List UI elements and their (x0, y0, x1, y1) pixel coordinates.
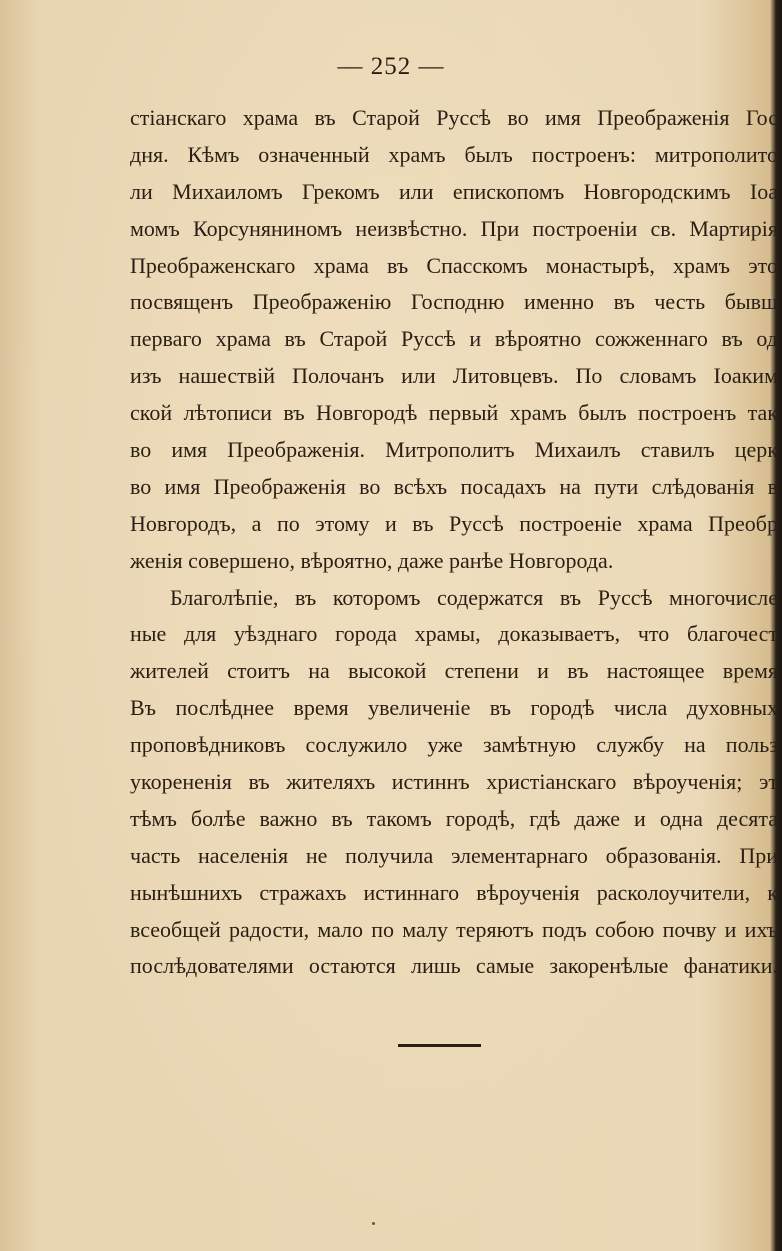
text-line: женія совершено, вѣроятно, даже ранѣе Новгорода. (130, 547, 614, 573)
text-line: посвященъ Преображенію Господню именно въ честь бывш (130, 289, 778, 315)
text-line: ской лѣтописи въ Новгородѣ первый храмъ былъ построенъ так (130, 400, 778, 426)
text-line: Въ послѣднее время увеличеніе въ городѣ числа духовных (130, 695, 778, 721)
text-line: нынѣшнихъ стражахъ истиннаго вѣроученія расколоучители, к (130, 879, 778, 905)
section-end-rule (398, 1044, 481, 1047)
text-line: тѣмъ болѣе важно въ такомъ городѣ, гдѣ даже и одна десята (130, 805, 778, 831)
paragraph-start-line: Благолѣпіе, въ которомъ содержатся въ Руссѣ многочисле (170, 584, 778, 610)
text-line: Преображенскаго храма въ Спасскомъ монастырѣ, храмъ это (130, 252, 778, 278)
text-line: ные для уѣзднаго города храмы, доказываетъ, что благочест (130, 621, 778, 647)
text-line: момъ Корсуняниномъ неизвѣстно. При построеніи св. Мартирія (130, 215, 778, 241)
page-number: — 252 — (337, 53, 445, 80)
text-line: проповѣдниковъ сослужило уже замѣтную службу на польз (130, 732, 778, 758)
text-line: во имя Преображенія во всѣхъ посадахъ на пути слѣдованія в (130, 473, 778, 499)
text-line: жителей стоитъ на высокой степени и въ настоящее время (130, 658, 778, 684)
paper-speck (372, 1222, 375, 1225)
text-line: Новгородъ, а по этому и въ Руссѣ построеніе храма Преобр (130, 510, 778, 536)
text-line: ли Михаиломъ Грекомъ или епископомъ Новгородскимъ Іоа (130, 178, 778, 204)
text-line: укорененія въ жителяхъ истиннъ христіанскаго вѣроученія; эт (130, 769, 778, 795)
text-line: перваго храма въ Старой Руссѣ и вѣроятно сожженнаго въ од (130, 326, 778, 352)
text-line: во имя Преображенія. Митрополитъ Михаилъ ставилъ церк (130, 437, 778, 463)
text-line: послѣдователями остаются лишь самые закоренѣлые фанатики. (130, 953, 778, 979)
text-line: изъ нашествій Полочанъ или Литовцевъ. По словамъ Іоаким (130, 363, 778, 389)
body-text (130, 100, 778, 985)
text-line: дня. Кѣмъ означенный храмъ былъ построенъ: митрополито (130, 141, 778, 167)
text-line: стіанскаго храма въ Старой Руссѣ во имя Преображенія Гос (130, 105, 778, 130)
text-line: часть населенія не получила элементарнаго образованія. При (130, 842, 778, 868)
text-line: всеобщей радости, мало по малу теряютъ подъ собою почву и ихъ (130, 916, 778, 942)
